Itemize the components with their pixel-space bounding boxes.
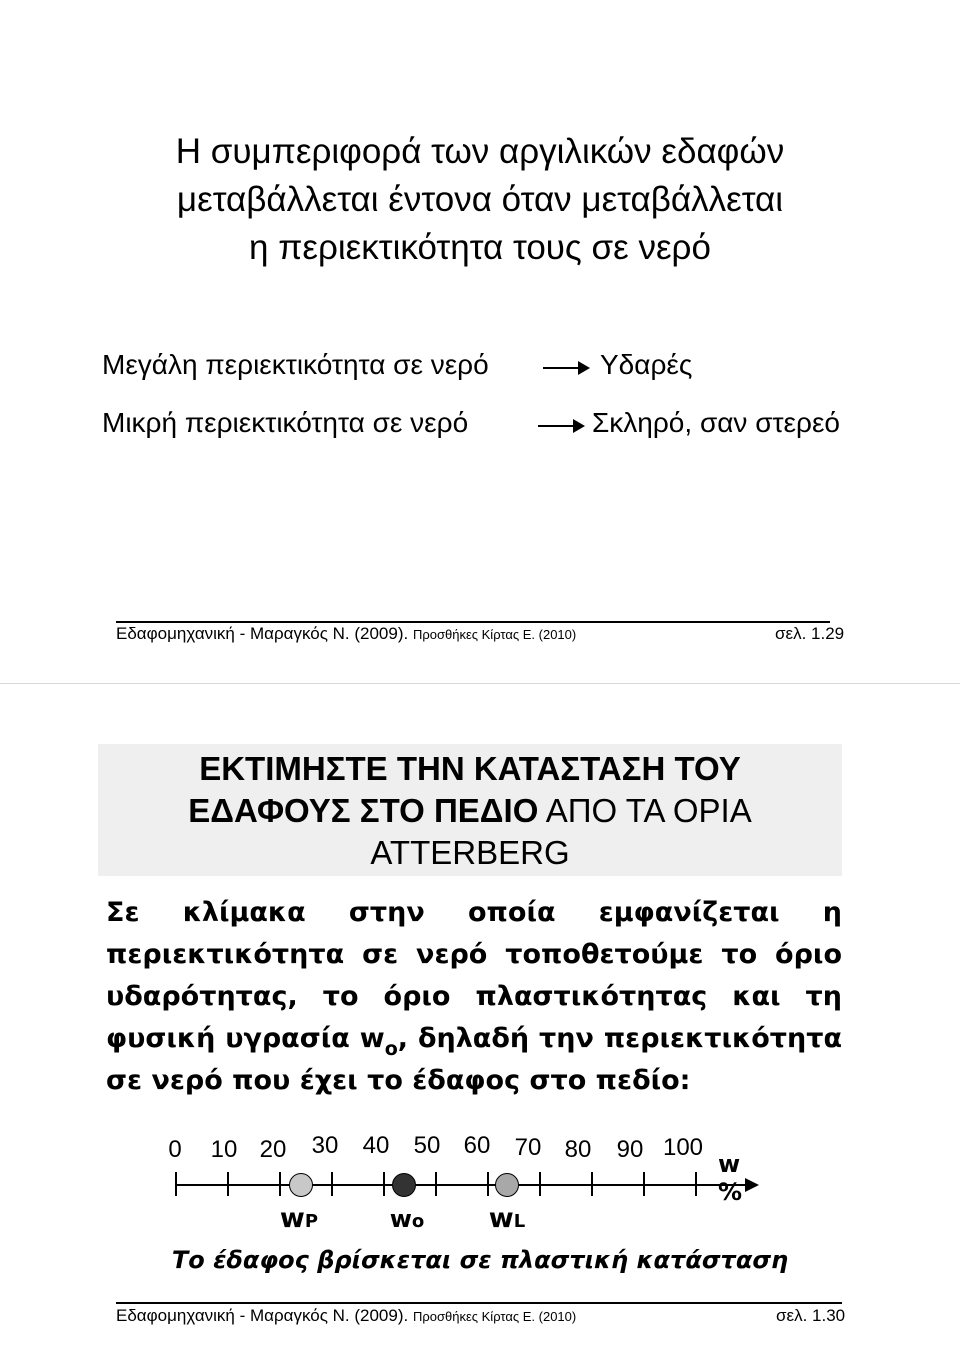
wp-label [280,1203,318,1234]
footer-divider [116,1302,842,1304]
arrow-right-icon [543,367,587,369]
footer-additions: Προσθήκες Κίρτας Ε. (2010) [412,627,577,642]
tick-mark [695,1172,697,1196]
tick-mark [383,1172,385,1196]
footer-divider [116,621,830,623]
slide1-title-line: μεταβάλλεται έντονα όταν μεταβάλλεται [176,180,784,219]
wl-label-main: w [488,1203,514,1234]
wp-label-main: w [279,1203,305,1234]
tick-label: 70 [514,1134,542,1161]
slide2-footer [116,1306,576,1326]
wl-label [489,1203,525,1234]
paragraph-line: σε νερό που έχει το έδαφος στο πεδίο: [106,1065,691,1096]
scale-axis [175,1184,747,1186]
slide2-page-number: σελ. 1.30 [776,1306,846,1325]
tick-mark [227,1172,229,1196]
wo-label-sub: o [411,1211,425,1232]
slide1-footer [116,624,576,644]
slide2-title-line2-rest: ΑΠΟ ΤΑ ΟΡΙΑ [538,792,752,829]
wp-marker [289,1173,313,1197]
slide2-title-line2 [98,790,842,832]
paragraph-line: περιεκτικότητα σε νερό τοποθετούμε το όριο [106,939,842,970]
tick-mark [331,1172,333,1196]
tick-label: 20 [259,1136,287,1163]
axis-label: w % [718,1150,743,1206]
tick-label: 100 [662,1134,704,1161]
tick-label: 40 [362,1132,390,1159]
tick-label: 90 [616,1136,644,1163]
tick-label: 10 [210,1136,238,1163]
slide1-page-number: σελ. 1.29 [775,624,845,643]
slide2-title [98,748,842,874]
wo-label-main: w [389,1205,412,1233]
row1-right-text: Υδαρές [600,349,693,380]
paragraph-line [106,1017,842,1063]
arrow-right-icon [538,425,582,427]
tick-label: 80 [564,1136,592,1163]
scale-caption: Το έδαφος βρίσκεται σε πλαστική κατάσταση [171,1246,789,1274]
wp-label-sub: P [304,1211,319,1232]
wl-label-sub: L [513,1211,526,1232]
slide2-title-line2-bold: ΕΔΑΦΟΥΣ ΣΤΟ ΠΕΔΙΟ [188,792,539,829]
footer-source: Εδαφομηχανική - Μαραγκός Ν. (2009). [116,624,409,643]
wo-label [390,1205,425,1233]
tick-label: 30 [311,1132,339,1159]
tick-label: 50 [413,1132,441,1159]
wo-marker [392,1173,416,1197]
paragraph-line: Σε κλίμακα στην οποία εμφανίζεται η [106,897,842,928]
slide1-title-line: Η συμπεριφορά των αργιλικών εδαφών [175,132,785,171]
slide-separator [0,683,960,684]
paragraph-text: φυσική υγρασία w [106,1023,385,1054]
tick-mark [643,1172,645,1196]
tick-label: 0 [168,1136,182,1163]
slide2-title-line3: ATTERBERG [370,834,570,871]
tick-mark [279,1172,281,1196]
axis-arrow-icon [745,1178,759,1192]
tick-mark [435,1172,437,1196]
footer-additions: Προσθήκες Κίρτας Ε. (2010) [412,1309,577,1324]
row2-left-text: Μικρή περιεκτικότητα σε νερό [102,407,469,438]
tick-label: 60 [463,1132,491,1159]
slide1-title [0,128,960,272]
paragraph-line: υδαρότητας, το όριο πλαστικότητας και τη [106,981,842,1012]
tick-mark [175,1172,177,1196]
tick-mark [539,1172,541,1196]
slide2-title-line1: ΕΚΤΙΜΗΣΤΕ ΤΗΝ ΚΑΤΑΣΤΑΣΗ ΤΟΥ [199,750,741,787]
row2-right-text: Σκληρό, σαν στερεό [592,407,840,438]
row1-left-text: Μεγάλη περιεκτικότητα σε νερό [102,349,489,380]
tick-mark [487,1172,489,1196]
wl-marker [495,1173,519,1197]
paragraph-text: , δηλαδή την περιεκτικότητα [397,1023,842,1054]
subscript-o: o [384,1038,398,1060]
footer-source: Εδαφομηχανική - Μαραγκός Ν. (2009). [116,1306,409,1325]
slide1-title-line: η περιεκτικότητα τους σε νερό [249,228,711,267]
tick-mark [591,1172,593,1196]
